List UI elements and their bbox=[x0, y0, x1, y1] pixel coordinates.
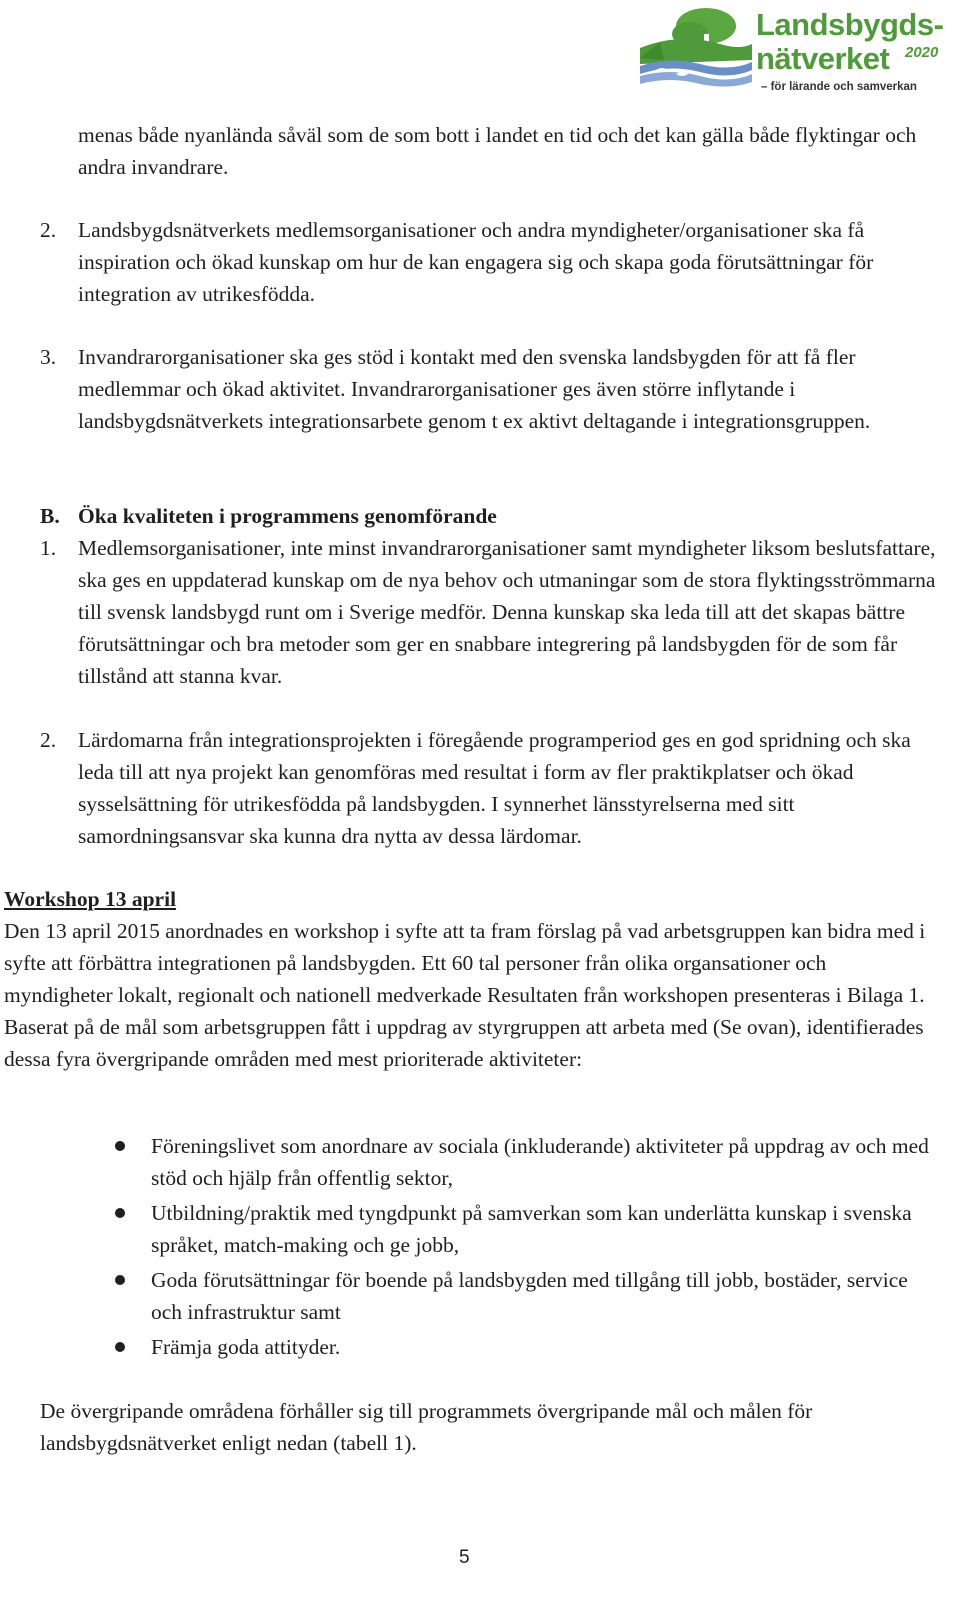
list-item-text: Landsbygdsnätverkets medlemsorganisationer och andra myndigheter/organisationer ska få inspiration och ökad kunskap om hur de kan engagera sig och skapa goda förutsättningar för integration av utrikesfödda. bbox=[78, 218, 874, 306]
tree-and-water-icon bbox=[640, 4, 752, 92]
bullet-item: Föreningslivet som anordnare av sociala (inkluderande) aktiviteter på uppdrag av och med stöd och hjälp från offentlig sektor, bbox=[151, 1134, 929, 1190]
bullet-icon bbox=[115, 1275, 125, 1285]
bullet-icon bbox=[115, 1208, 125, 1218]
workshop-paragraph: Den 13 april 2015 anordnades en workshop i syfte att ta fram förslag på vad arbetsgruppen kan bidra med i syfte att förbättra integrationen på landsbygden. Ett 60 tal personer från olika organsationer och myndigheter lokalt, regionalt och nationell medverkade Resultaten från workshopen presenteras i Bilaga 1. Baserat på de mål som arbetsgruppen fått i uppdrag av styrgruppen att arbeta med (Se ovan), identifierades dessa fyra övergripande områden med mest prioriterade aktiviteter: bbox=[4, 919, 926, 1071]
page-number: 5 bbox=[459, 1547, 470, 1568]
intro-continuation: menas både nyanlända såväl som de som bott i landet en tid och det kan gälla både flyktingar och andra invandrare. bbox=[78, 123, 917, 179]
bullet-item: Främja goda attityder. bbox=[151, 1335, 341, 1359]
logo-wordmark-line2: nätverket bbox=[756, 41, 890, 76]
list-item-text: Lärdomarna från integrationsprojekten i föregående programperiod ges en god spridning och ska leda till att nya projekt kan genomföras med resultat i form av fler praktikplatser och ökad sysselsättning för utrikesfödda på landsbygden. I synnerhet länsstyrelserna med sitt samordningsansvar ska kunna dra nytta av dessa lärdomar. bbox=[78, 728, 911, 848]
bullet-icon bbox=[115, 1141, 125, 1151]
list-item-text: Medlemsorganisationer, inte minst invandrarorganisationer samt myndigheter liksom beslutsfattare, ska ges en uppdaterad kunskap om de nya behov och utmaningar som de stora flyktingsströmmarna till svensk landsbygd runt om i Sverige medför. Denna kunskap ska leda till att det skapas bättre förutsättningar och bra metoder som ger en snabbare integrering på landsbygden för de som får tillstånd att stanna kvar. bbox=[78, 536, 936, 688]
closing-paragraph: De övergripande områdena förhåller sig till programmets övergripande mål och målen för landsbygdsnätverket enligt nedan (tabell 1). bbox=[40, 1399, 813, 1455]
list-number: 2. bbox=[40, 728, 57, 752]
list-item-text: Invandrarorganisationer ska ges stöd i kontakt med den svenska landsbygden för att få fler medlemmar och ökad aktivitet. Invandrarorganisationer ges även större inflytande i landsbygdsnätverkets integrationsarbete genom t ex aktivt deltagande i integrationsgruppen. bbox=[78, 345, 871, 433]
workshop-heading: Workshop 13 april bbox=[4, 887, 177, 911]
list-number: 2. bbox=[40, 218, 57, 242]
bullet-item: Utbildning/praktik med tyngdpunkt på samverkan som kan underlätta kunskap i svenska språket, match-making och ge jobb, bbox=[151, 1201, 912, 1257]
section-letter: B. bbox=[40, 504, 60, 528]
logo-wordmark-line1: Landsbygds- bbox=[756, 7, 944, 42]
logo-year: 2020 bbox=[905, 44, 939, 61]
bullet-icon bbox=[115, 1342, 125, 1352]
list-number: 3. bbox=[40, 345, 57, 369]
logo-tagline: – för lärande och samverkan bbox=[761, 81, 917, 93]
section-heading: Öka kvaliteten i programmens genomförande bbox=[78, 504, 497, 528]
bullet-item: Goda förutsättningar för boende på landsbygden med tillgång till jobb, bostäder, service och infrastruktur samt bbox=[151, 1268, 908, 1324]
landsbygdsnatverket-logo bbox=[640, 4, 950, 94]
list-number: 1. bbox=[40, 536, 57, 560]
